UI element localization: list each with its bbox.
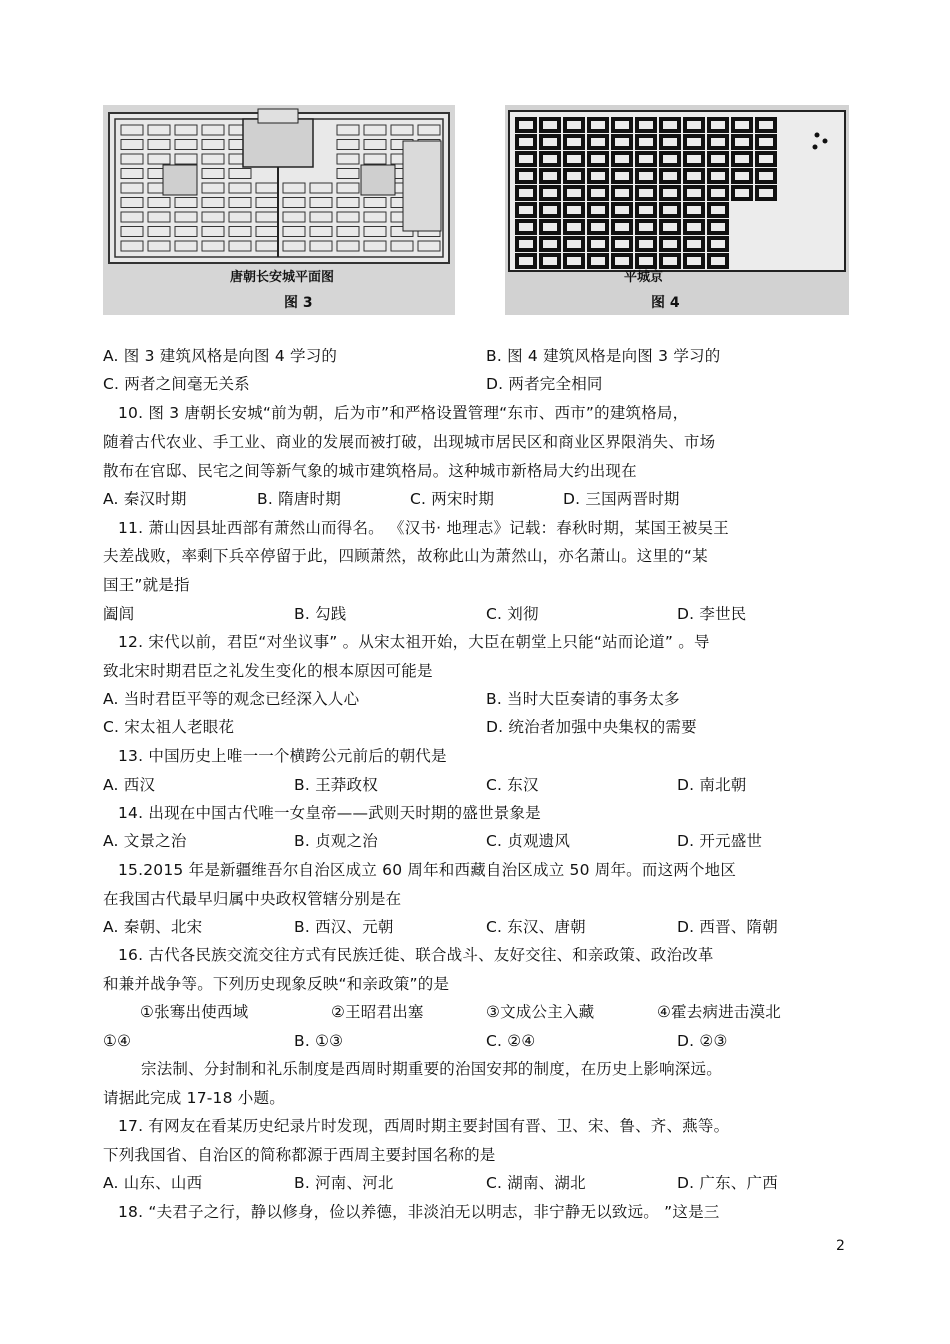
q16-item-4: ④霍去病进击漠北	[657, 1003, 781, 1021]
q16-item-2: ②王昭君出塞	[331, 1003, 424, 1021]
q16-stem-line2: 和兼并战争等。下列历史现象反映“和亲政策”的是	[103, 975, 450, 993]
q13-option-c: C. 东汉	[486, 776, 539, 794]
q13-stem: 13. 中国历史上唯一一个横跨公元前后的朝代是	[118, 747, 447, 765]
q17-option-a: A. 山东、山西	[103, 1174, 203, 1192]
q16-option-d: D. ②③	[677, 1032, 728, 1050]
q15-stem-line2: 在我国古代最早归属中央政权管辖分别是在	[103, 890, 402, 908]
q14-option-c: C. 贞观遗风	[486, 832, 571, 850]
q11-option-a: 阖闾	[103, 605, 135, 623]
q10-stem-line1: 10. 图 3 唐朝长安城“前为朝，后为市”和严格设置管理“东市、西市”的建筑格局，	[118, 404, 689, 422]
q16-item-3: ③文成公主入藏	[486, 1003, 595, 1021]
q15-option-b: B. 西汉、元朝	[294, 918, 394, 936]
q18-stem-line1: 18. “夫君子之行，静以修身，俭以养德，非淡泊无以明志，非宁静无以致远。 ”这是三	[118, 1203, 720, 1221]
figure-4-heijokyo-plan	[505, 105, 849, 315]
q15-option-d: D. 西晋、隋朝	[677, 918, 778, 936]
q12-option-b: B. 当时大臣奏请的事务太多	[486, 690, 680, 708]
q11-stem-line3: 国王”就是指	[103, 576, 190, 594]
q10-option-b: B. 隋唐时期	[257, 490, 341, 508]
q10-stem-line2: 随着古代农业、手工业、商业的发展而被打破，出现城市居民区和商业区界限消失、市场	[103, 433, 716, 451]
q17-stem-line1: 17. 有网友在看某历史纪录片时发现，西周时期主要封国有晋、卫、宋、鲁、齐、燕等。	[118, 1117, 730, 1135]
q16-option-c: C. ②④	[486, 1032, 536, 1050]
q12-option-a: A. 当时君臣平等的观念已经深入人心	[103, 690, 360, 708]
q12-stem-line1: 12. 宋代以前，君臣“对坐议事” 。从宋太祖开始，大臣在朝堂上只能“站而论道” 。导	[118, 633, 710, 651]
q12-option-d: D. 统治者加强中央集权的需要	[486, 718, 697, 736]
figure-4-label: 图 4	[651, 295, 680, 311]
q13-option-b: B. 王莽政权	[294, 776, 378, 794]
q14-option-b: B. 贞观之治	[294, 832, 378, 850]
q11-stem-line1: 11. 萧山因县址西部有萧然山而得名。 《汉书· 地理志》记载：春秋时期，某国王被吴王	[118, 519, 729, 537]
q16-option-b: B. ①③	[294, 1032, 344, 1050]
figure-3-title: 唐朝长安城平面图	[230, 270, 335, 285]
q13-option-a: A. 西汉	[103, 776, 156, 794]
q17-option-d: D. 广东、广西	[677, 1174, 778, 1192]
q17-18-intro-line2: 请据此完成 17-18 小题。	[103, 1089, 285, 1107]
q14-option-d: D. 开元盛世	[677, 832, 763, 850]
q11-option-b: B. 勾践	[294, 605, 347, 623]
q9-option-d: D. 两者完全相同	[486, 375, 603, 393]
q9-option-b: B. 图 4 建筑风格是向图 3 学习的	[486, 347, 721, 365]
page-number: 2	[836, 1238, 845, 1254]
q12-option-c: C. 宋太祖人老眼花	[103, 718, 235, 736]
q13-option-d: D. 南北朝	[677, 776, 747, 794]
q11-option-d: D. 李世民	[677, 605, 747, 623]
q14-stem: 14. 出现在中国古代唯一女皇帝——武则天时期的盛世景象是	[118, 804, 541, 822]
q16-item-1: ①张骞出使西域	[140, 1003, 249, 1021]
q17-option-c: C. 湖南、湖北	[486, 1174, 586, 1192]
q10-option-a: A. 秦汉时期	[103, 490, 187, 508]
q17-stem-line2: 下列我国省、自治区的简称都源于西周主要封国名称的是	[103, 1146, 496, 1164]
q9-option-c: C. 两者之间毫无关系	[103, 375, 250, 393]
q16-option-a: ①④	[103, 1032, 132, 1050]
q14-option-a: A. 文景之治	[103, 832, 187, 850]
q15-stem-line1: 15.2015 年是新疆维吾尔自治区成立 60 周年和西藏自治区成立 50 周年。而这两个地区	[118, 861, 737, 879]
q15-option-a: A. 秦朝、北宋	[103, 918, 203, 936]
q15-option-c: C. 东汉、唐朝	[486, 918, 586, 936]
figure-4-title: 平城京	[624, 270, 664, 285]
q11-stem-line2: 夫差战败，率剩下兵卒停留于此，四顾萧然，故称此山为萧然山，亦名萧山。这里的“某	[103, 547, 708, 565]
q12-stem-line2: 致北宋时期君臣之礼发生变化的根本原因可能是	[103, 662, 433, 680]
q10-option-c: C. 两宋时期	[410, 490, 495, 508]
q16-stem-line1: 16. 古代各民族交流交往方式有民族迁徙、联合战斗、友好交往、和亲政策、政治改革	[118, 946, 714, 964]
q17-18-intro-line1: 宗法制、分封制和礼乐制度是西周时期重要的治国安邦的制度，在历史上影响深远。	[141, 1060, 722, 1078]
q9-option-a: A. 图 3 建筑风格是向图 4 学习的	[103, 347, 338, 365]
q10-stem-line3: 散布在官邸、民宅之间等新气象的城市建筑格局。这种城市新格局大约出现在	[103, 462, 637, 480]
q17-option-b: B. 河南、河北	[294, 1174, 394, 1192]
figure-3-label: 图 3	[284, 295, 313, 311]
q11-option-c: C. 刘彻	[486, 605, 539, 623]
q10-option-d: D. 三国两晋时期	[563, 490, 680, 508]
